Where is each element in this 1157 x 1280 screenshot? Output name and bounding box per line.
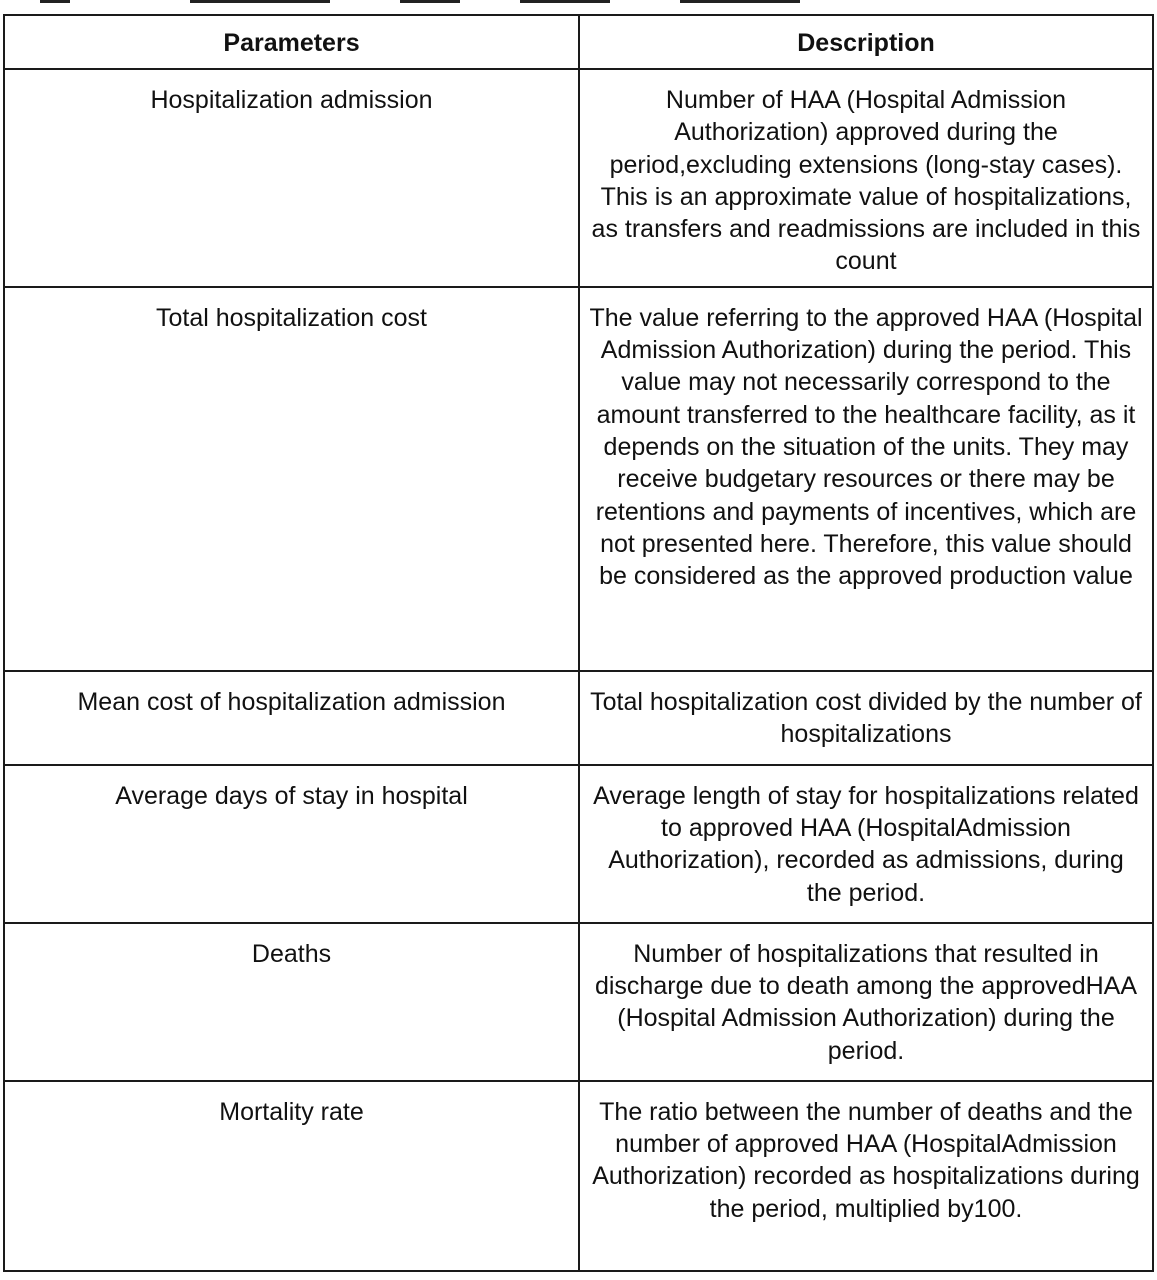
cropped-text-line xyxy=(0,0,1157,7)
table-row xyxy=(4,287,1153,671)
description-cell: Average length of stay for hospitalizations related to approved HAA (HospitalAdmission Authorization), recorded as admissions, during the period. xyxy=(579,765,1153,923)
parameters-table xyxy=(3,14,1154,1272)
parameter-cell: Hospitalization admission xyxy=(4,69,579,287)
parameter-cell: Average days of stay in hospital xyxy=(4,765,579,923)
header-parameters: Parameters xyxy=(4,15,579,69)
header-description: Description xyxy=(579,15,1153,69)
description-cell: The value referring to the approved HAA (Hospital Admission Authorization) during the period. This value may not necessarily correspond to the amount transferred to the healthcare facility, as it depends on the situation of the units. They may receive budgetary resources or there may be retentions and payments of incentives, which are not presented here. Therefore, this value should be considered as the approved production value xyxy=(579,287,1153,671)
parameter-cell: Mortality rate xyxy=(4,1081,579,1271)
table-row xyxy=(4,923,1153,1081)
table-row xyxy=(4,69,1153,287)
parameter-cell: Mean cost of hospitalization admission xyxy=(4,671,579,765)
description-cell: Number of hospitalizations that resulted in discharge due to death among the approvedHAA (Hospital Admission Authorization) during the period. xyxy=(579,923,1153,1081)
table-row xyxy=(4,765,1153,923)
parameter-cell: Total hospitalization cost xyxy=(4,287,579,671)
table-header-row xyxy=(4,15,1153,69)
parameter-cell: Deaths xyxy=(4,923,579,1081)
description-cell: Number of HAA (Hospital Admission Authorization) approved during the period,excluding extensions (long-stay cases). This is an approximate value of hospitalizations, as transfers and readmissions are included in this count xyxy=(579,69,1153,287)
description-cell: Total hospitalization cost divided by the number of hospitalizations xyxy=(579,671,1153,765)
table-row xyxy=(4,671,1153,765)
description-cell: The ratio between the number of deaths and the number of approved HAA (HospitalAdmission Authorization) recorded as hospitalizations during the period, multiplied by100. xyxy=(579,1081,1153,1271)
table-row xyxy=(4,1081,1153,1271)
